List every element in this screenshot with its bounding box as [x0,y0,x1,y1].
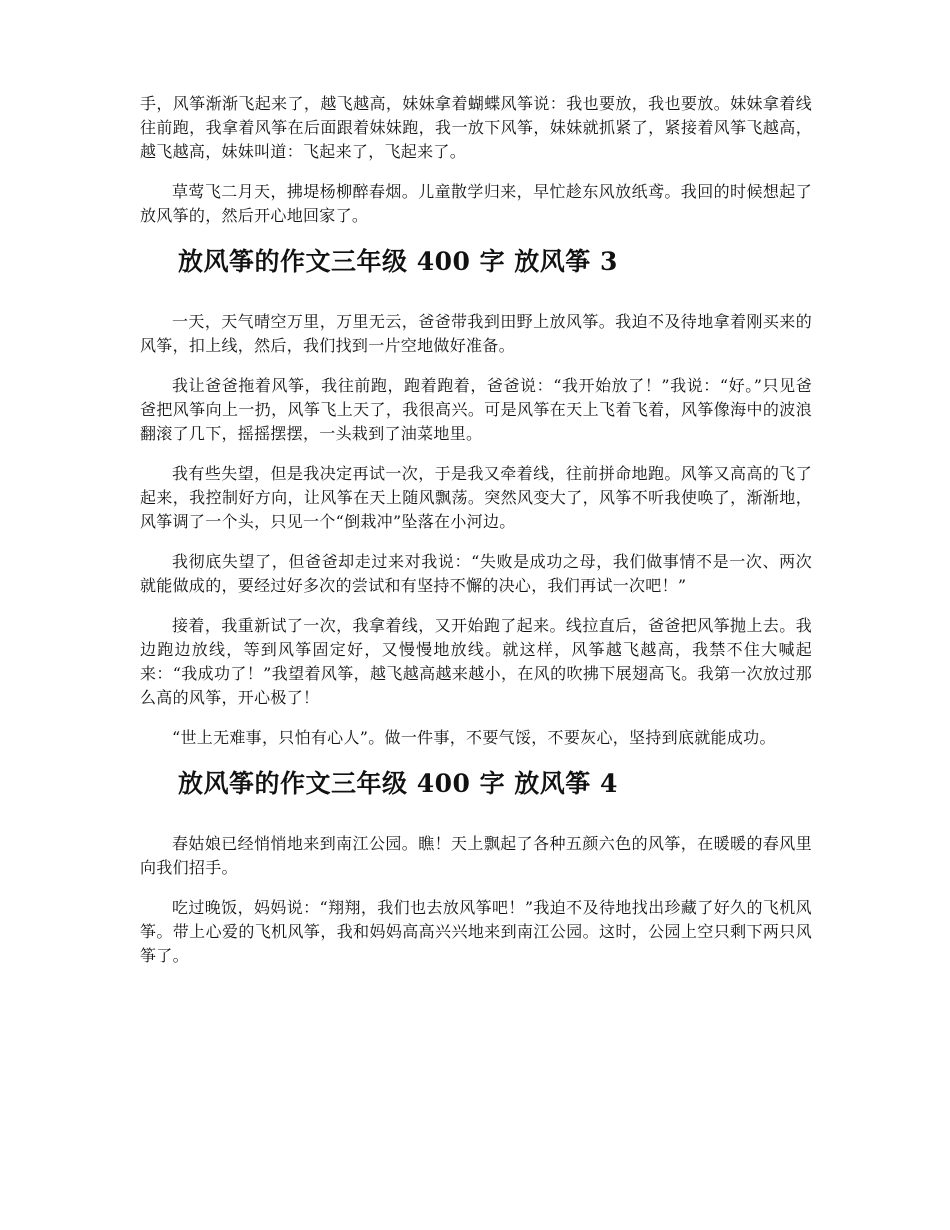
paragraph: “世上无难事，只怕有心人”。做一件事，不要气馁，不要灰心，坚持到底就能成功。 [172,728,776,747]
paragraph: 我让爸爸拖着风筝，我往前跑，跑着跑着，爸爸说：“我开始放了！”我说：“好。”只见爸爸把风筝向上一扔，风筝飞上天了，我很高兴。可是风筝在天上飞着飞着，风筝像海中的波浪翻滚了几下，摇摇摆摆，一头栽到了油菜地里。 [140,376,812,443]
paragraph: 春姑娘已经悄悄地来到南江公园。瞧！天上飘起了各种五颜六色的风筝，在暖暖的春风里向我们招手。 [140,834,812,877]
paragraph: 接着，我重新试了一次，我拿着线，又开始跑了起来。线拉直后，爸爸把风筝抛上去。我边跑边放线，等到风筝固定好，又慢慢地放线。就这样，风筝越飞越高，我禁不住大喊起来：“我成功了！”我望着风筝，越飞越高越来越小，在风的吹拂下展翅高飞。我第一次放过那么高的风筝，开心极了！ [140,616,812,707]
document-page [140,92,812,984]
paragraph: 吃过晚饭，妈妈说：“翔翔，我们也去放风筝吧！”我迫不及待地找出珍藏了好久的飞机风筝。带上心爱的飞机风筝，我和妈妈高高兴兴地来到南江公园。这时，公园上空只剩下两只风筝了。 [140,898,812,965]
paragraph: 我有些失望，但是我决定再试一次，于是我又牵着线，往前拼命地跑。风筝又高高的飞了起来，我控制好方向，让风筝在天上随风飘荡。突然风变大了，风筝不听我使唤了，渐渐地，风筝调了一个头，只见一个“倒栽冲”坠落在小河边。 [140,464,812,531]
paragraph: 我彻底失望了，但爸爸却走过来对我说：“失败是成功之母，我们做事情不是一次、两次就能做成的，要经过好多次的尝试和有坚持不懈的决心，我们再试一次吧！” [140,552,812,595]
section-heading-3: 放风筝的作文三年级 400 字 放风筝 3 [178,247,618,276]
paragraph-continuation: 手，风筝渐渐飞起来了，越飞越高，妹妹拿着蝴蝶风筝说：我也要放，我也要放。妹妹拿着线往前跑，我拿着风筝在后面跟着妹妹跑，我一放下风筝，妹妹就抓紧了，紧接着风筝飞越高，越飞越高，妹妹叫道：飞起来了，飞起来了。 [140,94,812,161]
section-heading-4: 放风筝的作文三年级 400 字 放风筝 4 [178,769,618,798]
paragraph: 一天，天气晴空万里，万里无云，爸爸带我到田野上放风筝。我迫不及待地拿着刚买来的风筝，扣上线，然后，我们找到一片空地做好准备。 [140,312,812,355]
paragraph: 草莺飞二月天，拂堤杨柳醉春烟。儿童散学归来，早忙趁东风放纸鸢。我回的时候想起了放风筝的，然后开心地回家了。 [140,182,812,225]
